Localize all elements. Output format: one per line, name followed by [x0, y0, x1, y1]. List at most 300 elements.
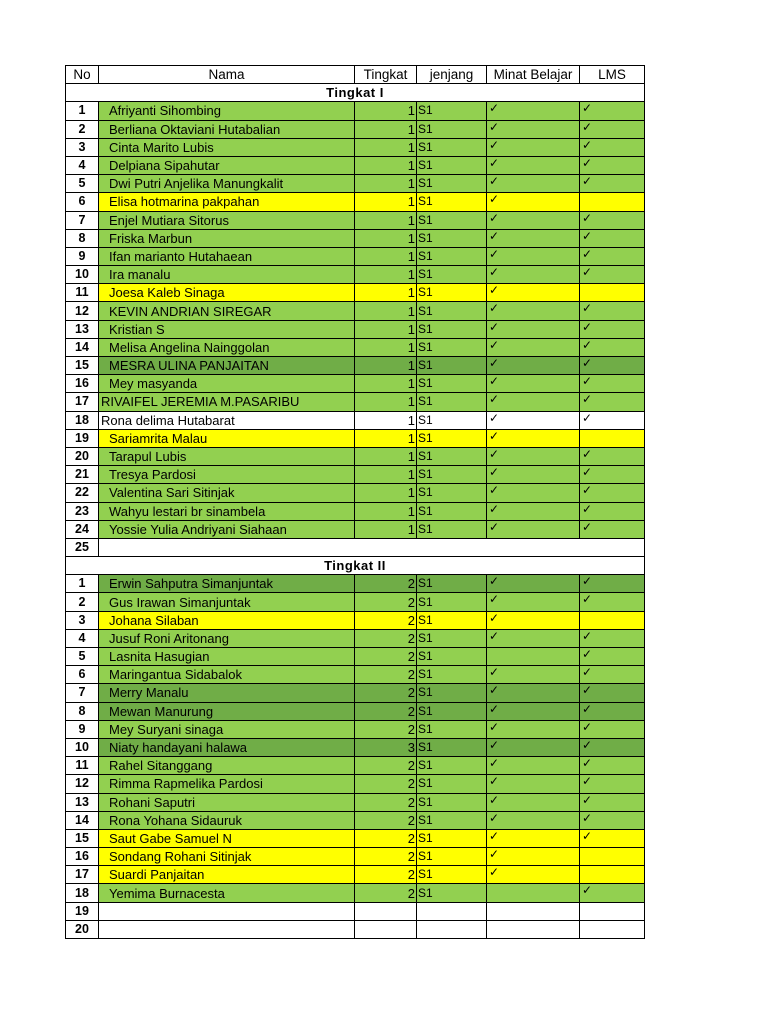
row-number: 14 [66, 811, 99, 829]
table-row [66, 102, 645, 120]
jenjang-cell: S1 [417, 666, 487, 684]
jenjang-cell: S1 [417, 848, 487, 866]
jenjang-cell: S1 [417, 284, 487, 302]
minat-belajar-cell [487, 811, 580, 829]
minat-belajar-cell [487, 520, 580, 538]
jenjang-cell: S1 [417, 193, 487, 211]
lms-cell [580, 520, 645, 538]
minat-belajar-cell [487, 284, 580, 302]
table-row [66, 447, 645, 465]
name-cell: Maringantua Sidabalok [99, 666, 355, 684]
tingkat-cell: 2 [355, 866, 417, 884]
name-cell: Mewan Manurung [99, 702, 355, 720]
jenjang-cell: S1 [417, 702, 487, 720]
check-icon: ✓ [582, 138, 593, 152]
lms-cell [580, 320, 645, 338]
check-icon: ✓ [489, 283, 500, 298]
table-body [66, 84, 645, 939]
minat-belajar-cell [487, 484, 580, 502]
tingkat-cell: 2 [355, 720, 417, 738]
row-number: 8 [66, 702, 99, 720]
minat-belajar-cell [487, 247, 580, 265]
minat-belajar-cell [487, 920, 580, 938]
jenjang-cell: S1 [417, 429, 487, 447]
row-number: 20 [66, 920, 99, 938]
check-icon: ✓ [489, 502, 500, 516]
name-cell: Johana Silaban [99, 611, 355, 629]
minat-belajar-cell [487, 902, 580, 920]
minat-belajar-cell [487, 648, 580, 666]
tingkat-cell: 1 [355, 429, 417, 447]
tingkat-cell: 1 [355, 466, 417, 484]
row-number: 9 [66, 247, 99, 265]
minat-belajar-cell [487, 757, 580, 775]
jenjang-cell: S1 [417, 793, 487, 811]
name-cell: Melisa Angelina Nainggolan [99, 338, 355, 356]
check-icon: ✓ [582, 793, 593, 807]
check-icon: ✓ [582, 483, 593, 498]
lms-cell [580, 775, 645, 793]
check-icon: ✓ [489, 156, 500, 170]
jenjang-cell: S1 [417, 357, 487, 375]
lms-cell [580, 393, 645, 411]
tingkat-cell [355, 902, 417, 920]
row-number: 15 [66, 357, 99, 375]
check-icon: ✓ [489, 138, 500, 152]
check-icon: ✓ [582, 356, 593, 370]
lms-cell [580, 648, 645, 666]
check-icon: ✓ [489, 465, 500, 480]
tingkat-cell: 1 [355, 247, 417, 265]
table-row [66, 156, 645, 174]
check-icon: ✓ [582, 774, 593, 789]
check-icon: ✓ [582, 301, 593, 316]
jenjang-cell: S1 [417, 629, 487, 647]
check-icon: ✓ [489, 447, 500, 461]
minat-belajar-cell [487, 884, 580, 902]
row-number: 3 [66, 138, 99, 156]
lms-cell [580, 429, 645, 447]
empty-merged-cell [99, 538, 645, 556]
jenjang-cell: S1 [417, 102, 487, 120]
row-number: 20 [66, 447, 99, 465]
lms-cell [580, 302, 645, 320]
section-header-row [66, 557, 645, 575]
check-icon: ✓ [489, 702, 500, 716]
minat-belajar-cell [487, 466, 580, 484]
name-cell: Rimma Rapmelika Pardosi [99, 775, 355, 793]
table-row [66, 247, 645, 265]
row-number: 17 [66, 393, 99, 411]
minat-belajar-cell [487, 447, 580, 465]
check-icon: ✓ [489, 756, 500, 771]
check-icon: ✓ [489, 429, 500, 443]
jenjang-cell: S1 [417, 447, 487, 465]
name-cell: Sondang Rohani Sitinjak [99, 848, 355, 866]
minat-belajar-cell [487, 138, 580, 156]
check-icon: ✓ [489, 847, 500, 862]
check-icon: ✓ [489, 629, 500, 643]
table-row [66, 538, 645, 556]
lms-cell [580, 757, 645, 775]
table-row [66, 848, 645, 866]
lms-cell [580, 811, 645, 829]
table-row [66, 775, 645, 793]
row-number: 6 [66, 193, 99, 211]
check-icon: ✓ [582, 883, 593, 898]
lms-cell [580, 411, 645, 429]
lms-cell [580, 829, 645, 847]
tingkat-cell: 1 [355, 175, 417, 193]
table-row [66, 484, 645, 502]
row-number: 1 [66, 102, 99, 120]
check-icon: ✓ [582, 465, 593, 480]
lms-cell [580, 338, 645, 356]
table-row [66, 120, 645, 138]
name-cell: Ifan marianto Hutahaean [99, 247, 355, 265]
tingkat-cell: 1 [355, 393, 417, 411]
minat-belajar-cell [487, 738, 580, 756]
jenjang-cell: S1 [417, 411, 487, 429]
lms-cell [580, 793, 645, 811]
table-row [66, 666, 645, 684]
table-row [66, 684, 645, 702]
jenjang-cell: S1 [417, 338, 487, 356]
name-cell: Rona delima Hutabarat [99, 411, 355, 429]
tingkat-cell: 1 [355, 266, 417, 284]
jenjang-cell: S1 [417, 611, 487, 629]
check-icon: ✓ [489, 520, 500, 534]
table-row [66, 284, 645, 302]
table-row [66, 193, 645, 211]
tingkat-cell: 1 [355, 484, 417, 502]
lms-cell [580, 884, 645, 902]
lms-cell [580, 247, 645, 265]
check-icon: ✓ [489, 211, 500, 225]
lms-cell [580, 175, 645, 193]
table-row [66, 266, 645, 284]
row-number: 6 [66, 666, 99, 684]
name-cell: Rona Yohana Sidauruk [99, 811, 355, 829]
check-icon: ✓ [582, 665, 593, 680]
table-row [66, 757, 645, 775]
check-icon: ✓ [582, 101, 593, 116]
minat-belajar-cell [487, 629, 580, 647]
name-cell: Sariamrita Malau [99, 429, 355, 447]
name-cell: Yossie Yulia Andriyani Siahaan [99, 520, 355, 538]
check-icon: ✓ [489, 574, 500, 589]
minat-belajar-cell [487, 429, 580, 447]
jenjang-cell: S1 [417, 466, 487, 484]
row-number: 25 [66, 538, 99, 556]
tingkat-cell: 1 [355, 120, 417, 138]
lms-cell [580, 738, 645, 756]
jenjang-cell: S1 [417, 502, 487, 520]
tingkat-cell: 2 [355, 884, 417, 902]
minat-belajar-cell [487, 211, 580, 229]
jenjang-cell: S1 [417, 484, 487, 502]
lms-cell [580, 193, 645, 211]
jenjang-cell: S1 [417, 120, 487, 138]
jenjang-cell: S1 [417, 738, 487, 756]
check-icon: ✓ [582, 738, 593, 752]
check-icon: ✓ [489, 247, 500, 261]
lms-cell [580, 484, 645, 502]
table-row [66, 811, 645, 829]
table-row [66, 575, 645, 593]
table-row [66, 738, 645, 756]
check-icon: ✓ [489, 120, 500, 134]
tingkat-cell: 1 [355, 320, 417, 338]
lms-cell [580, 702, 645, 720]
row-number: 15 [66, 829, 99, 847]
name-cell: Lasnita Hasugian [99, 648, 355, 666]
name-cell: Ira manalu [99, 266, 355, 284]
row-number: 13 [66, 793, 99, 811]
minat-belajar-cell [487, 266, 580, 284]
jenjang-cell: S1 [417, 247, 487, 265]
row-number: 12 [66, 775, 99, 793]
jenjang-cell: S1 [417, 266, 487, 284]
check-icon: ✓ [582, 647, 593, 661]
jenjang-cell: S1 [417, 884, 487, 902]
header-nama: Nama [99, 66, 355, 84]
tingkat-cell: 1 [355, 229, 417, 247]
check-icon: ✓ [489, 174, 500, 189]
name-cell [99, 920, 355, 938]
name-cell: KEVIN ANDRIAN SIREGAR [99, 302, 355, 320]
jenjang-cell: S1 [417, 138, 487, 156]
row-number: 1 [66, 575, 99, 593]
check-icon: ✓ [582, 211, 593, 225]
row-number: 18 [66, 884, 99, 902]
row-number: 9 [66, 720, 99, 738]
minat-belajar-cell [487, 575, 580, 593]
row-number: 5 [66, 648, 99, 666]
check-icon: ✓ [582, 174, 593, 189]
tingkat-cell: 1 [355, 375, 417, 393]
tingkat-cell: 3 [355, 738, 417, 756]
row-number: 19 [66, 429, 99, 447]
jenjang-cell: S1 [417, 520, 487, 538]
table-row [66, 211, 645, 229]
check-icon: ✓ [582, 247, 593, 261]
jenjang-cell [417, 902, 487, 920]
lms-cell [580, 866, 645, 884]
check-icon: ✓ [582, 683, 593, 698]
check-icon: ✓ [582, 520, 593, 534]
section-title: Tingkat II [66, 557, 645, 575]
name-cell: Rahel Sitanggang [99, 757, 355, 775]
name-cell: Saut Gabe Samuel N [99, 829, 355, 847]
minat-belajar-cell [487, 375, 580, 393]
row-number: 23 [66, 502, 99, 520]
tingkat-cell: 2 [355, 848, 417, 866]
table-row [66, 702, 645, 720]
name-cell: Mey Suryani sinaga [99, 720, 355, 738]
name-cell: Friska Marbun [99, 229, 355, 247]
jenjang-cell: S1 [417, 575, 487, 593]
minat-belajar-cell [487, 193, 580, 211]
jenjang-cell: S1 [417, 211, 487, 229]
minat-belajar-cell [487, 320, 580, 338]
row-number: 3 [66, 611, 99, 629]
check-icon: ✓ [489, 829, 500, 843]
check-icon: ✓ [582, 829, 593, 843]
tingkat-cell: 2 [355, 775, 417, 793]
name-cell: Tarapul Lubis [99, 447, 355, 465]
table-row [66, 429, 645, 447]
name-cell: Tresya Pardosi [99, 466, 355, 484]
row-number: 4 [66, 629, 99, 647]
table-row [66, 829, 645, 847]
row-number: 18 [66, 411, 99, 429]
tingkat-cell: 1 [355, 138, 417, 156]
jenjang-cell: S1 [417, 866, 487, 884]
tingkat-cell: 2 [355, 702, 417, 720]
header-lms: LMS [580, 66, 645, 84]
table-row [66, 920, 645, 938]
check-icon: ✓ [489, 811, 500, 825]
lms-cell [580, 138, 645, 156]
tingkat-cell: 1 [355, 211, 417, 229]
tingkat-cell: 2 [355, 593, 417, 611]
row-number: 16 [66, 848, 99, 866]
jenjang-cell: S1 [417, 302, 487, 320]
minat-belajar-cell [487, 775, 580, 793]
jenjang-cell: S1 [417, 811, 487, 829]
name-cell: Cinta Marito Lubis [99, 138, 355, 156]
tingkat-cell: 1 [355, 156, 417, 174]
header-row [66, 66, 645, 84]
table-row [66, 793, 645, 811]
table-row [66, 338, 645, 356]
check-icon: ✓ [582, 592, 593, 607]
jenjang-cell: S1 [417, 829, 487, 847]
minat-belajar-cell [487, 411, 580, 429]
check-icon: ✓ [489, 229, 500, 243]
minat-belajar-cell [487, 593, 580, 611]
section-header-row [66, 84, 645, 102]
check-icon: ✓ [489, 374, 500, 389]
lms-cell [580, 720, 645, 738]
table-row [66, 175, 645, 193]
table-row [66, 375, 645, 393]
row-number: 10 [66, 738, 99, 756]
name-cell: Yemima Burnacesta [99, 884, 355, 902]
tingkat-cell: 2 [355, 811, 417, 829]
tingkat-cell: 2 [355, 575, 417, 593]
minat-belajar-cell [487, 229, 580, 247]
check-icon: ✓ [489, 865, 500, 880]
name-cell: Gus Irawan Simanjuntak [99, 593, 355, 611]
jenjang-cell: S1 [417, 593, 487, 611]
name-cell: Enjel Mutiara Sitorus [99, 211, 355, 229]
minat-belajar-cell [487, 866, 580, 884]
name-cell: Mey masyanda [99, 375, 355, 393]
lms-cell [580, 211, 645, 229]
check-icon: ✓ [489, 683, 500, 698]
check-icon: ✓ [489, 301, 500, 316]
minat-belajar-cell [487, 611, 580, 629]
name-cell: Rohani Saputri [99, 793, 355, 811]
name-cell: Joesa Kaleb Sinaga [99, 284, 355, 302]
check-icon: ✓ [489, 411, 500, 425]
name-cell: Niaty handayani halawa [99, 738, 355, 756]
tingkat-cell: 2 [355, 629, 417, 647]
jenjang-cell: S1 [417, 720, 487, 738]
tingkat-cell: 2 [355, 829, 417, 847]
tingkat-cell: 2 [355, 611, 417, 629]
table-row [66, 320, 645, 338]
tingkat-cell: 2 [355, 648, 417, 666]
row-number: 7 [66, 211, 99, 229]
check-icon: ✓ [582, 811, 593, 825]
table-row [66, 411, 645, 429]
name-cell: Wahyu lestari br sinambela [99, 502, 355, 520]
name-cell: Jusuf Roni Aritonang [99, 629, 355, 647]
tingkat-cell: 1 [355, 302, 417, 320]
check-icon: ✓ [582, 320, 593, 334]
lms-cell [580, 375, 645, 393]
check-icon: ✓ [582, 156, 593, 170]
check-icon: ✓ [489, 738, 500, 752]
minat-belajar-cell [487, 720, 580, 738]
check-icon: ✓ [582, 374, 593, 389]
check-icon: ✓ [582, 629, 593, 643]
check-icon: ✓ [489, 793, 500, 807]
tingkat-cell: 1 [355, 193, 417, 211]
section-title: Tingkat I [66, 84, 645, 102]
row-number: 7 [66, 684, 99, 702]
jenjang-cell [417, 920, 487, 938]
jenjang-cell: S1 [417, 375, 487, 393]
check-icon: ✓ [489, 338, 500, 352]
check-icon: ✓ [582, 502, 593, 516]
tingkat-cell: 1 [355, 338, 417, 356]
jenjang-cell: S1 [417, 775, 487, 793]
check-icon: ✓ [582, 702, 593, 716]
name-cell: Elisa hotmarina pakpahan [99, 193, 355, 211]
check-icon: ✓ [582, 447, 593, 461]
table-row [66, 393, 645, 411]
tingkat-cell [355, 920, 417, 938]
lms-cell [580, 502, 645, 520]
minat-belajar-cell [487, 156, 580, 174]
check-icon: ✓ [489, 774, 500, 789]
table-row [66, 138, 645, 156]
row-number: 22 [66, 484, 99, 502]
name-cell: Suardi Panjaitan [99, 866, 355, 884]
minat-belajar-cell [487, 829, 580, 847]
table-row [66, 502, 645, 520]
name-cell: Valentina Sari Sitinjak [99, 484, 355, 502]
row-number: 8 [66, 229, 99, 247]
minat-belajar-cell [487, 102, 580, 120]
row-number: 14 [66, 338, 99, 356]
lms-cell [580, 466, 645, 484]
lms-cell [580, 156, 645, 174]
check-icon: ✓ [582, 338, 593, 352]
minat-belajar-cell [487, 666, 580, 684]
row-number: 17 [66, 866, 99, 884]
check-icon: ✓ [489, 101, 500, 116]
tingkat-cell: 1 [355, 284, 417, 302]
table-row [66, 593, 645, 611]
name-cell: RIVAIFEL JEREMIA M.PASARIBU [99, 393, 355, 411]
lms-cell [580, 593, 645, 611]
check-icon: ✓ [582, 574, 593, 589]
